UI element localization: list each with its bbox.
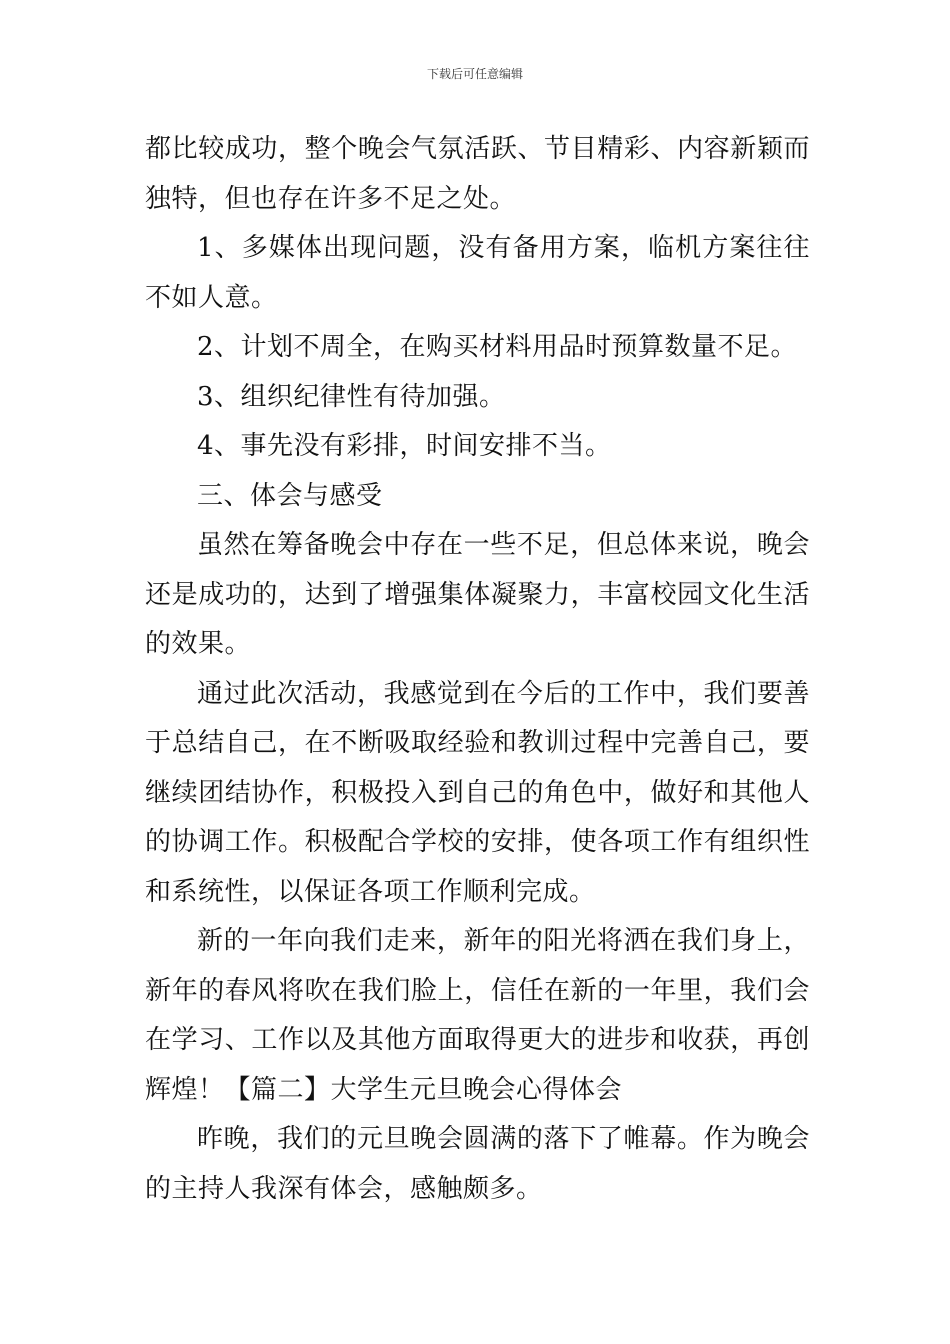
document-body	[145, 125, 810, 1214]
list-item-2: 2、计划不周全，在购买材料用品时预算数量不足。	[197, 332, 798, 362]
paragraph: 新的一年向我们走来，新年的阳光将洒在我们身上，新年的春风将吹在我们脸上，信任在新的一年里，我们会在学习、工作以及其他方面取得更大的进步和收获，再创辉煌！【篇二】大学生元旦晚会心得体会	[145, 926, 810, 1105]
list-item-3: 3、组织纪律性有待加强。	[197, 381, 506, 412]
paragraph: 昨晚，我们的元旦晚会圆满的落下了帷幕。作为晚会的主持人我深有体会，感触颇多。	[145, 1124, 810, 1204]
paragraph: 虽然在筹备晚会中存在一些不足，但总体来说，晚会还是成功的，达到了增强集体凝聚力，丰富校园文化生活的效果。	[145, 530, 810, 659]
section-heading: 三、体会与感受	[197, 480, 383, 511]
list-item-1: 1、多媒体出现问题，没有备用方案，临机方案往往不如人意。	[145, 233, 810, 313]
paragraph: 通过此次活动，我感觉到在今后的工作中，我们要善于总结自己，在不断吸取经验和教训过程中完善自己，要继续团结协作，积极投入到自己的角色中，做好和其他人的协调工作。积极配合学校的安排，使各项工作有组织性和系统性，以保证各项工作顺利完成。	[145, 678, 810, 907]
header-note: 下载后可任意编辑	[426, 67, 523, 81]
paragraph-continuation: 都比较成功，整个晚会气氛活跃、节目精彩、内容新颖而独特，但也存在许多不足之处。	[145, 134, 810, 214]
list-item-4: 4、事先没有彩排，时间安排不当。	[197, 431, 612, 461]
